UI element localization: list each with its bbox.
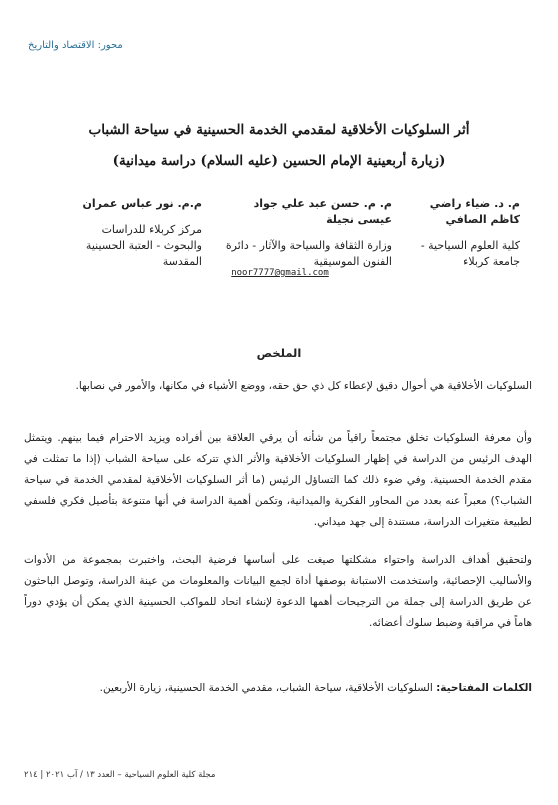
keywords-label: الكلمات المفتاحية:	[436, 682, 532, 694]
keywords-paragraph	[24, 678, 532, 699]
author-email-link[interactable]: noor7777@gmail.com	[231, 268, 329, 278]
author-name: م. م. حسن عبد علي جواد عيسى نجيلة	[253, 197, 392, 226]
journal-section-tag: محور: الاقتصاد والتاريخ	[28, 40, 123, 51]
author-3	[62, 196, 202, 270]
abstract-paragraph: وأن معرفة السلوكيات تخلق مجتمعاً راقياً من شأنه أن يرقي العلاقة بين أفراده ويزيد الاحترام فيما بينهم. ويتمثل الهدف الرئيس من الدراسة في إظهار السلوكيات الأخلاقية والأثر الذي تتركه على سياحة الشباب (إذا ما تمثلت في مقدم الخدمة الحسينية. وفي ضوء ذلك كما التساؤل الرئيس (ما أثر السلوكيات الأخلاقية لمقدمي الخدمة في سياحة الشباب؟) معبراً عنه بعدد من المحاور الفكرية والميدانية، وتكمن أهمية الدراسة في أنها متنوعة بتأصيل فكري فلسفي لطبيعة متغيرات الدراسة، مستندة إلى جهد ميداني.	[24, 432, 532, 528]
keywords-text: السلوكيات الأخلاقية، سياحة الشباب، مقدمي الخدمة الحسينية، زيارة الأربعين.	[99, 682, 433, 694]
paper-subtitle: (زيارة أربعينية الإمام الحسين (عليه السلام) دراسة ميدانية)	[112, 153, 446, 169]
paper-title: أثر السلوكيات الأخلاقية لمقدمي الخدمة الحسينية في سياحة الشباب	[88, 122, 470, 138]
author-1	[400, 196, 520, 270]
abstract-paragraph: ولتحقيق أهداف الدراسة واحتواء مشكلتها صيغت على أساسها فرضية البحث، واختبرت بمجموعة من الأدوات والأساليب الإحصائية، واستخدمت الاستبانة بوصفها أداة لجمع البيانات والمعلومات من عينة الدراسة، وتوصل الباحثون عن طريق الدراسة إلى جملة من الترجيحات أهمها الدعوة لإنشاء اتحاد للمواكب الحسينية الذي يمكن أن يؤدي دوراً هاماً في مراقبة وضبط سلوك أعضائه.	[24, 554, 532, 629]
author-name: م.م. نور عباس عمران	[82, 197, 202, 210]
author-name: م. د. ضياء راضي كاظم الصافي	[429, 197, 520, 226]
abstract-paragraph: السلوكيات الأخلاقية هي أحوال دقيق لإعطاء كل ذي حق حقه، ووضع الأشياء في مكانها، والأمور في نصابها.	[75, 380, 532, 392]
author-affiliation: وزارة الثقافة والسياحة والآثار - دائرة الفنون الموسيقية	[225, 238, 392, 268]
author-2	[220, 196, 392, 270]
author-affiliation: كلية العلوم السياحية - جامعة كربلاء	[420, 238, 520, 268]
author-affiliation: مركز كربلاء للدراسات والبحوث - العتبة الحسينية المقدسة	[85, 222, 202, 268]
page-footer: مجلة كلية العلوم السياحية – العدد ١٣ / آب ٢٠٢١ | ٢١٤	[24, 770, 216, 780]
abstract-heading: الملخص	[256, 346, 302, 360]
